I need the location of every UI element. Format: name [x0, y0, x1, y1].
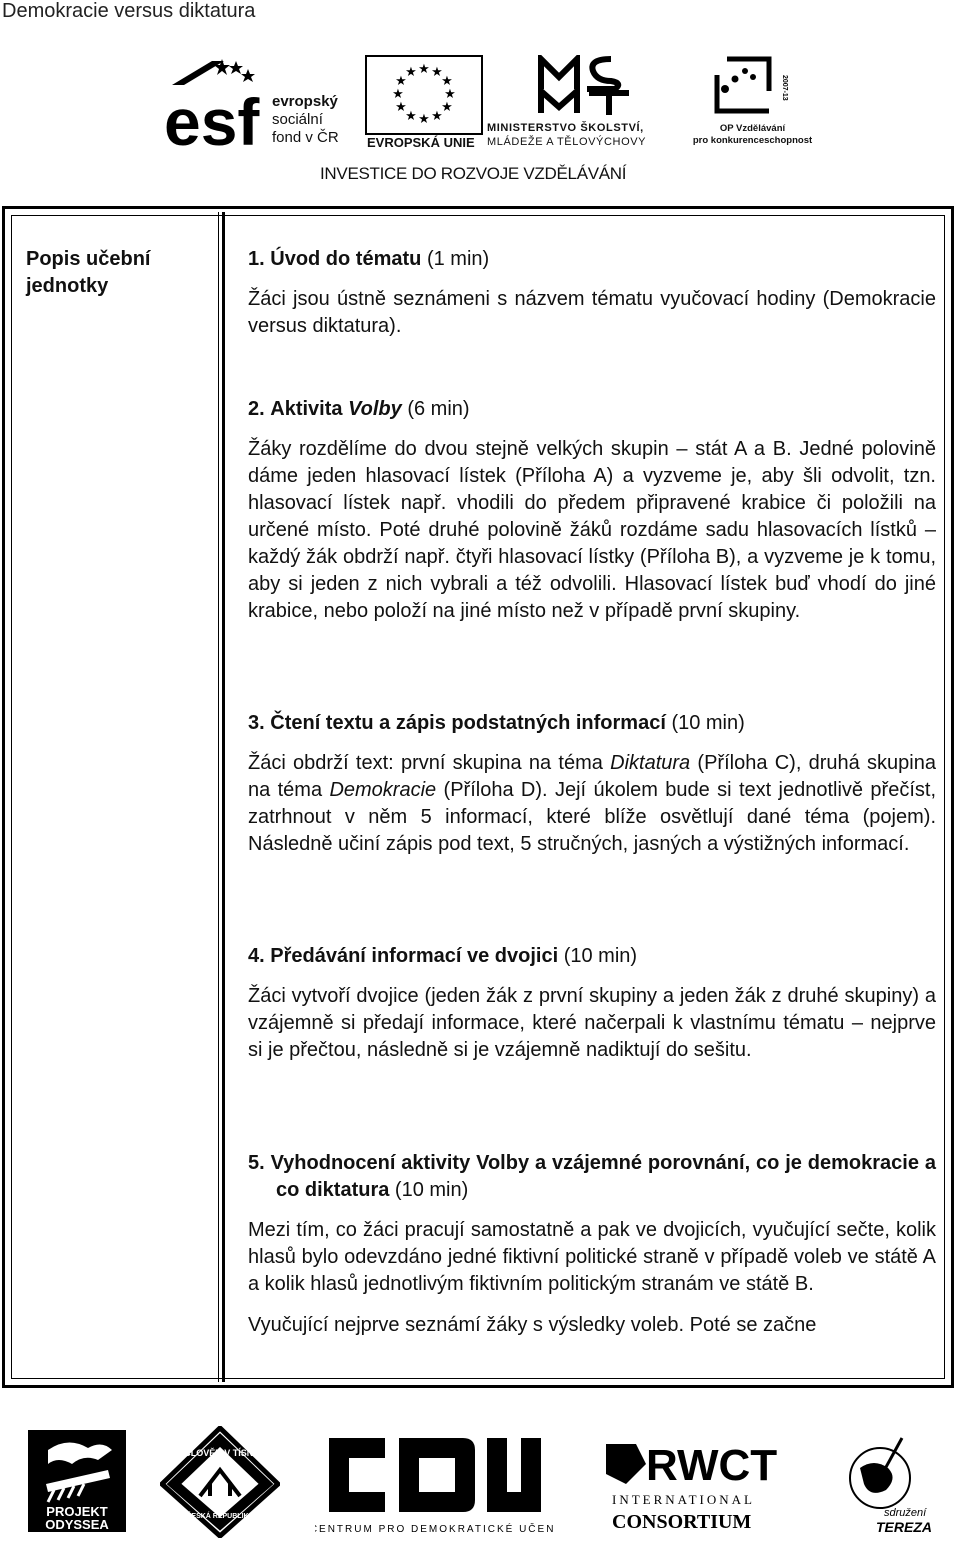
esf-text	[272, 93, 339, 147]
s2-title-a: Aktivita	[270, 398, 343, 420]
cdu-label: CENTRUM PRO DEMOKRATICKÉ UČENÍ	[315, 1524, 555, 1535]
s5-time: (10 min)	[394, 1179, 469, 1201]
esf-logo-icon	[164, 55, 268, 149]
row-label: Popis učební jednotky	[26, 248, 151, 297]
s3-t5: (Příloha D). Její úkolem bude si text jednotlivě přečíst, zatrhnout v něm 5 informací, které blíže osvětlují dané téma (pojem). Následně učiní zápis pod text, 5 stručných, jasných a výstižných informací.	[248, 779, 936, 855]
msmt-text	[487, 121, 646, 149]
section-5	[248, 1150, 936, 1339]
svg-text:★: ★	[405, 109, 417, 124]
svg-text:★: ★	[431, 109, 443, 124]
svg-text:★: ★	[395, 100, 407, 115]
column-divider-thin	[218, 212, 219, 1382]
projekt-odyssea-logo	[28, 1430, 126, 1532]
s2-num: 2.	[248, 398, 265, 420]
s4-time: (10 min)	[563, 945, 638, 967]
s1-title: Úvod do tématu	[270, 248, 422, 270]
svg-text:★: ★	[444, 87, 456, 102]
rwct-mark: RWCT	[646, 1441, 778, 1490]
tereza-logo	[840, 1428, 940, 1536]
esf-line3: fond v ČR	[272, 129, 339, 146]
odyssea-line1: PROJEKT	[46, 1504, 108, 1519]
svg-text:★: ★	[431, 65, 443, 80]
svg-text:★: ★	[418, 62, 430, 77]
s3-t2: Diktatura	[610, 752, 691, 774]
esf-line1: evropský	[272, 93, 338, 110]
esf-mark-text: esf	[164, 85, 260, 149]
op-text	[685, 123, 820, 147]
document-title: Demokracie versus diktatura	[2, 0, 256, 22]
msmt-mark-icon	[537, 55, 637, 117]
svg-text:★: ★	[441, 100, 453, 115]
rwct-line2: CONSORTIUM	[612, 1511, 752, 1533]
column-divider	[222, 212, 225, 1382]
s3-text	[248, 750, 936, 858]
sponsor-logos	[160, 55, 820, 150]
esf-line2: sociální	[272, 111, 323, 128]
cdu-logo	[315, 1428, 555, 1538]
svg-text:★: ★	[392, 87, 404, 102]
op-mark-icon	[713, 55, 791, 115]
s5-title: Vyhodnocení aktivity Volby a vzájemné porovnání, co je demokracie a co diktatura	[270, 1152, 936, 1201]
partner-logos	[0, 1420, 960, 1540]
clovek-line1: ČLOVĚK V TÍSNI	[184, 1448, 256, 1458]
s3-t1: Žáci obdrží text: první skupina na téma	[248, 752, 603, 774]
s3-num: 3.	[248, 712, 265, 734]
s2-title-b: Volby	[348, 398, 402, 420]
s3-time: (10 min)	[671, 712, 745, 734]
msmt-line1: MINISTERSTVO ŠKOLSTVÍ,	[487, 122, 644, 134]
rwct-logo	[600, 1438, 780, 1534]
op-line1: OP Vzdělávání	[719, 123, 786, 134]
s3-title: Čtení textu a zápis podstatných informací	[270, 712, 666, 734]
svg-text:★: ★	[441, 74, 453, 89]
s4-title: Předávání informací ve dvojici	[270, 945, 559, 967]
s4-num: 4.	[248, 945, 265, 967]
section-4	[248, 943, 936, 1064]
clovek-line2: ČESKÁ REPUBLIKA	[186, 1513, 254, 1520]
odyssea-line2: ODYSSEA	[45, 1517, 109, 1532]
tereza-line2: TEREZA	[876, 1519, 932, 1535]
svg-text:★: ★	[405, 65, 417, 80]
section-1	[248, 246, 936, 340]
s1-text: Žáci jsou ústně seznámeni s názvem tématu vyučovací hodiny (Demokracie versus diktatura).	[248, 288, 936, 337]
svg-text:★: ★	[418, 112, 430, 127]
s3-t3: (Příloha C), druhá skupina na téma	[248, 752, 936, 801]
msmt-logo	[485, 55, 685, 149]
msmt-line2: MLÁDEŽE A TĚLOVÝCHOVY	[487, 136, 647, 148]
svg-text:★: ★	[395, 74, 407, 89]
s2-text: Žáky rozdělíme do dvou stejně velkých skupin – stát A a B. Jedné polovině dáme jeden hlasovací lístek (Příloha A) a vyzveme je, aby šli odvolit, tzn. hlasovací lístek např. vhodili do předem připravené krabice či položili na určené místo. Poté druhé polovině žáků rozdáme sadu hlasovacích lístků – každý žák obdrží např. čtyři hlasovací lístky (Příloha B), a vyzveme je k tomu, aby si jeden z nich vybrali a též odvolili. Hlasovací lístek buď vhodí do jiné krabice, nebo položí na jiné místo než v případě první skupiny.	[248, 438, 936, 622]
s2-time: (6 min)	[407, 398, 470, 420]
section-3	[248, 710, 936, 858]
s3-t4: Demokracie	[329, 779, 437, 801]
clovek-v-tisni-logo	[160, 1426, 280, 1538]
op-line2: pro konkurenceschopnost	[692, 135, 813, 146]
s5-text: Mezi tím, co žáci pracují samostatně a pak ve dvojicích, vyučující sečte, kolik hlasů bylo odevzdáno jedné fiktivní politické straně v případě voleb ve státě A a kolik hlasů jednotlivým fiktivním politickým stranám ve státě B.	[248, 1219, 936, 1295]
s5-text2: Vyučující nejprve seznámí žáky s výsledky voleb. Poté se začne	[248, 1314, 817, 1336]
op-years: 2007-13	[781, 75, 788, 101]
s5-num: 5.	[248, 1152, 265, 1174]
s1-time: (1 min)	[426, 248, 490, 270]
investice-slogan: INVESTICE DO ROZVOJE VZDĚLÁVÁNÍ	[320, 164, 627, 183]
tereza-line1: sdružení	[884, 1507, 927, 1519]
s1-num: 1.	[248, 248, 265, 270]
section-2	[248, 396, 936, 625]
eu-logo	[365, 55, 483, 149]
op-logo	[685, 55, 820, 149]
eu-label: EVROPSKÁ UNIE	[367, 135, 475, 150]
rwct-line1: INTERNATIONAL	[612, 1492, 755, 1507]
eu-flag-icon	[365, 55, 483, 135]
s4-text: Žáci vytvoří dvojice (jeden žák z první skupiny a jeden žák z druhé skupiny) a vzájemně si předají informace, které načerpali k vlastnímu tématu – nejprve si je přečtou, následně si je vzájemně nadiktují do sešitu.	[248, 985, 936, 1061]
